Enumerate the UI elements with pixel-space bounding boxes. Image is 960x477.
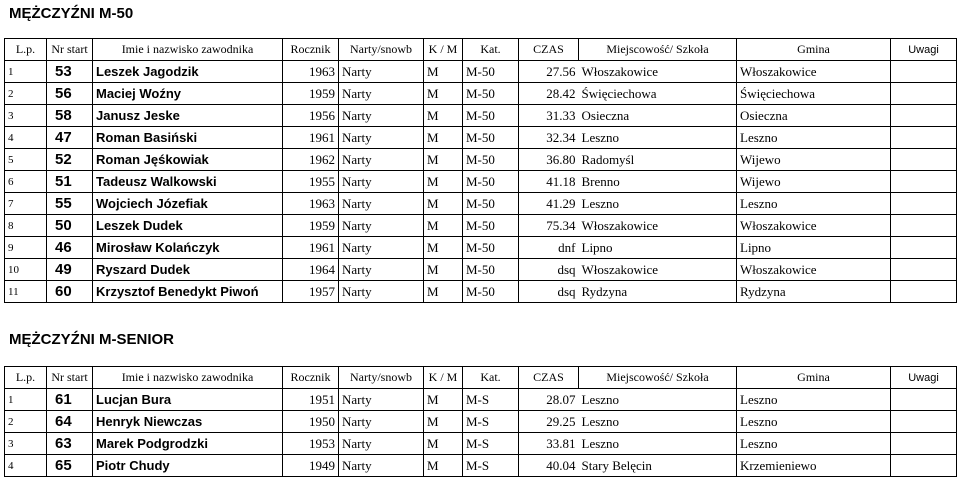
cell-time: 28.07 bbox=[519, 389, 579, 411]
cell-place: Stary Belęcin bbox=[579, 455, 737, 477]
cell-category: M-S bbox=[463, 455, 519, 477]
cell-equipment: Narty bbox=[339, 127, 424, 149]
cell-notes bbox=[891, 259, 957, 281]
column-header: L.p. bbox=[5, 367, 47, 389]
cell-notes bbox=[891, 193, 957, 215]
cell-place: Lipno bbox=[579, 237, 737, 259]
cell-year: 1962 bbox=[283, 149, 339, 171]
cell-notes bbox=[891, 127, 957, 149]
cell-gender: M bbox=[424, 455, 463, 477]
cell-time: 40.04 bbox=[519, 455, 579, 477]
cell-category: M-50 bbox=[463, 259, 519, 281]
table-row bbox=[5, 171, 957, 193]
column-header: L.p. bbox=[5, 39, 47, 61]
cell-start-number: 61 bbox=[47, 389, 93, 411]
header-row bbox=[5, 39, 957, 61]
results-table-m50 bbox=[4, 38, 957, 303]
table-row bbox=[5, 83, 957, 105]
table-row bbox=[5, 389, 957, 411]
table-row bbox=[5, 149, 957, 171]
cell-athlete-name: Roman Jęśkowiak bbox=[93, 149, 283, 171]
table-row bbox=[5, 237, 957, 259]
cell-athlete-name: Leszek Jagodzik bbox=[93, 61, 283, 83]
cell-athlete-name: Mirosław Kolańczyk bbox=[93, 237, 283, 259]
cell-notes bbox=[891, 61, 957, 83]
column-header: Miejscowość/ Szkoła bbox=[579, 39, 737, 61]
cell-start-number: 50 bbox=[47, 215, 93, 237]
cell-category: M-S bbox=[463, 433, 519, 455]
cell-year: 1963 bbox=[283, 193, 339, 215]
cell-year: 1955 bbox=[283, 171, 339, 193]
cell-time: 31.33 bbox=[519, 105, 579, 127]
table-row bbox=[5, 455, 957, 477]
cell-gmina: Rydzyna bbox=[737, 281, 891, 303]
cell-equipment: Narty bbox=[339, 215, 424, 237]
cell-category: M-50 bbox=[463, 193, 519, 215]
cell-equipment: Narty bbox=[339, 149, 424, 171]
cell-start-number: 53 bbox=[47, 61, 93, 83]
cell-start-number: 52 bbox=[47, 149, 93, 171]
cell-lp: 2 bbox=[5, 411, 47, 433]
cell-gmina: Leszno bbox=[737, 411, 891, 433]
cell-equipment: Narty bbox=[339, 455, 424, 477]
cell-gmina: Lipno bbox=[737, 237, 891, 259]
cell-gmina: Święciechowa bbox=[737, 83, 891, 105]
cell-start-number: 51 bbox=[47, 171, 93, 193]
cell-athlete-name: Roman Basiński bbox=[93, 127, 283, 149]
column-header: Rocznik bbox=[283, 367, 339, 389]
cell-category: M-50 bbox=[463, 127, 519, 149]
cell-place: Leszno bbox=[579, 433, 737, 455]
cell-year: 1961 bbox=[283, 237, 339, 259]
cell-athlete-name: Piotr Chudy bbox=[93, 455, 283, 477]
cell-equipment: Narty bbox=[339, 61, 424, 83]
cell-gmina: Wijewo bbox=[737, 171, 891, 193]
cell-year: 1961 bbox=[283, 127, 339, 149]
cell-time: 41.18 bbox=[519, 171, 579, 193]
column-header: Gmina bbox=[737, 367, 891, 389]
cell-gmina: Krzemieniewo bbox=[737, 455, 891, 477]
cell-lp: 10 bbox=[5, 259, 47, 281]
cell-year: 1956 bbox=[283, 105, 339, 127]
column-header: K / M bbox=[424, 367, 463, 389]
cell-place: Leszno bbox=[579, 389, 737, 411]
cell-place: Święciechowa bbox=[579, 83, 737, 105]
cell-time: 33.81 bbox=[519, 433, 579, 455]
cell-year: 1951 bbox=[283, 389, 339, 411]
cell-notes bbox=[891, 389, 957, 411]
cell-start-number: 56 bbox=[47, 83, 93, 105]
column-header: Nr start bbox=[47, 367, 93, 389]
cell-gender: M bbox=[424, 105, 463, 127]
cell-time: 27.56 bbox=[519, 61, 579, 83]
cell-equipment: Narty bbox=[339, 433, 424, 455]
table-row bbox=[5, 193, 957, 215]
column-header: Imie i nazwisko zawodnika bbox=[93, 39, 283, 61]
cell-gender: M bbox=[424, 259, 463, 281]
cell-gmina: Leszno bbox=[737, 433, 891, 455]
cell-gmina: Włoszakowice bbox=[737, 61, 891, 83]
cell-gmina: Leszno bbox=[737, 193, 891, 215]
column-header: Imie i nazwisko zawodnika bbox=[93, 367, 283, 389]
cell-place: Radomyśl bbox=[579, 149, 737, 171]
cell-notes bbox=[891, 149, 957, 171]
cell-notes bbox=[891, 105, 957, 127]
cell-time: dnf bbox=[519, 237, 579, 259]
cell-equipment: Narty bbox=[339, 237, 424, 259]
cell-category: M-50 bbox=[463, 61, 519, 83]
cell-gender: M bbox=[424, 215, 463, 237]
cell-lp: 3 bbox=[5, 433, 47, 455]
cell-gender: M bbox=[424, 61, 463, 83]
cell-place: Brenno bbox=[579, 171, 737, 193]
cell-notes bbox=[891, 215, 957, 237]
cell-athlete-name: Janusz Jeske bbox=[93, 105, 283, 127]
cell-lp: 4 bbox=[5, 455, 47, 477]
cell-place: Leszno bbox=[579, 127, 737, 149]
column-header: Uwagi bbox=[891, 367, 957, 389]
cell-place: Rydzyna bbox=[579, 281, 737, 303]
cell-start-number: 55 bbox=[47, 193, 93, 215]
cell-start-number: 46 bbox=[47, 237, 93, 259]
cell-time: dsq bbox=[519, 281, 579, 303]
cell-start-number: 63 bbox=[47, 433, 93, 455]
cell-notes bbox=[891, 455, 957, 477]
cell-equipment: Narty bbox=[339, 171, 424, 193]
cell-athlete-name: Henryk Niewczas bbox=[93, 411, 283, 433]
cell-lp: 4 bbox=[5, 127, 47, 149]
cell-place: Leszno bbox=[579, 193, 737, 215]
column-header: Rocznik bbox=[283, 39, 339, 61]
column-header: Narty/snowb bbox=[339, 39, 424, 61]
cell-category: M-50 bbox=[463, 149, 519, 171]
cell-athlete-name: Maciej Woźny bbox=[93, 83, 283, 105]
cell-time: 41.29 bbox=[519, 193, 579, 215]
column-header: CZAS bbox=[519, 39, 579, 61]
cell-gender: M bbox=[424, 171, 463, 193]
cell-year: 1950 bbox=[283, 411, 339, 433]
cell-lp: 11 bbox=[5, 281, 47, 303]
cell-gmina: Wijewo bbox=[737, 149, 891, 171]
cell-notes bbox=[891, 411, 957, 433]
cell-lp: 7 bbox=[5, 193, 47, 215]
table-row bbox=[5, 215, 957, 237]
cell-gender: M bbox=[424, 83, 463, 105]
column-header: CZAS bbox=[519, 367, 579, 389]
cell-equipment: Narty bbox=[339, 193, 424, 215]
cell-start-number: 49 bbox=[47, 259, 93, 281]
cell-gmina: Leszno bbox=[737, 389, 891, 411]
cell-category: M-50 bbox=[463, 281, 519, 303]
cell-category: M-S bbox=[463, 411, 519, 433]
cell-time: 32.34 bbox=[519, 127, 579, 149]
cell-start-number: 60 bbox=[47, 281, 93, 303]
cell-gender: M bbox=[424, 149, 463, 171]
table-row bbox=[5, 259, 957, 281]
section-title-m50: MĘŻCZYŹNI M-50 bbox=[9, 5, 134, 22]
cell-notes bbox=[891, 171, 957, 193]
cell-year: 1957 bbox=[283, 281, 339, 303]
cell-lp: 2 bbox=[5, 83, 47, 105]
cell-notes bbox=[891, 433, 957, 455]
cell-equipment: Narty bbox=[339, 259, 424, 281]
cell-category: M-50 bbox=[463, 105, 519, 127]
section-title-msenior: MĘŻCZYŹNI M-SENIOR bbox=[9, 331, 174, 348]
cell-start-number: 58 bbox=[47, 105, 93, 127]
cell-year: 1949 bbox=[283, 455, 339, 477]
column-header: Uwagi bbox=[891, 39, 957, 61]
cell-athlete-name: Ryszard Dudek bbox=[93, 259, 283, 281]
cell-year: 1959 bbox=[283, 83, 339, 105]
cell-gmina: Leszno bbox=[737, 127, 891, 149]
cell-place: Włoszakowice bbox=[579, 215, 737, 237]
cell-athlete-name: Tadeusz Walkowski bbox=[93, 171, 283, 193]
cell-time: 29.25 bbox=[519, 411, 579, 433]
cell-athlete-name: Wojciech Józefiak bbox=[93, 193, 283, 215]
cell-notes bbox=[891, 83, 957, 105]
cell-lp: 5 bbox=[5, 149, 47, 171]
cell-gender: M bbox=[424, 433, 463, 455]
cell-year: 1959 bbox=[283, 215, 339, 237]
cell-gmina: Włoszakowice bbox=[737, 259, 891, 281]
cell-time: 36.80 bbox=[519, 149, 579, 171]
cell-category: M-50 bbox=[463, 171, 519, 193]
cell-category: M-50 bbox=[463, 83, 519, 105]
cell-notes bbox=[891, 281, 957, 303]
cell-equipment: Narty bbox=[339, 105, 424, 127]
cell-lp: 9 bbox=[5, 237, 47, 259]
cell-start-number: 64 bbox=[47, 411, 93, 433]
cell-category: M-S bbox=[463, 389, 519, 411]
cell-place: Osieczna bbox=[579, 105, 737, 127]
cell-lp: 1 bbox=[5, 389, 47, 411]
cell-equipment: Narty bbox=[339, 281, 424, 303]
cell-category: M-50 bbox=[463, 237, 519, 259]
cell-lp: 8 bbox=[5, 215, 47, 237]
cell-lp: 1 bbox=[5, 61, 47, 83]
cell-gender: M bbox=[424, 193, 463, 215]
cell-equipment: Narty bbox=[339, 389, 424, 411]
cell-athlete-name: Krzysztof Benedykt Piwoń bbox=[93, 281, 283, 303]
column-header: K / M bbox=[424, 39, 463, 61]
cell-equipment: Narty bbox=[339, 411, 424, 433]
cell-place: Włoszakowice bbox=[579, 259, 737, 281]
cell-time: 28.42 bbox=[519, 83, 579, 105]
table-row bbox=[5, 411, 957, 433]
cell-gender: M bbox=[424, 389, 463, 411]
cell-category: M-50 bbox=[463, 215, 519, 237]
table-row bbox=[5, 281, 957, 303]
column-header: Kat. bbox=[463, 367, 519, 389]
cell-time: dsq bbox=[519, 259, 579, 281]
cell-year: 1963 bbox=[283, 61, 339, 83]
cell-gmina: Włoszakowice bbox=[737, 215, 891, 237]
table-row bbox=[5, 127, 957, 149]
cell-athlete-name: Leszek Dudek bbox=[93, 215, 283, 237]
cell-start-number: 65 bbox=[47, 455, 93, 477]
column-header: Narty/snowb bbox=[339, 367, 424, 389]
column-header: Gmina bbox=[737, 39, 891, 61]
cell-athlete-name: Lucjan Bura bbox=[93, 389, 283, 411]
cell-year: 1964 bbox=[283, 259, 339, 281]
results-table-msenior bbox=[4, 366, 957, 477]
cell-place: Leszno bbox=[579, 411, 737, 433]
cell-equipment: Narty bbox=[339, 83, 424, 105]
column-header: Nr start bbox=[47, 39, 93, 61]
column-header: Miejscowość/ Szkoła bbox=[579, 367, 737, 389]
table-row bbox=[5, 105, 957, 127]
cell-time: 75.34 bbox=[519, 215, 579, 237]
cell-gender: M bbox=[424, 281, 463, 303]
table-row bbox=[5, 433, 957, 455]
cell-gender: M bbox=[424, 127, 463, 149]
cell-lp: 6 bbox=[5, 171, 47, 193]
cell-gmina: Osieczna bbox=[737, 105, 891, 127]
cell-notes bbox=[891, 237, 957, 259]
column-header: Kat. bbox=[463, 39, 519, 61]
cell-place: Włoszakowice bbox=[579, 61, 737, 83]
cell-year: 1953 bbox=[283, 433, 339, 455]
cell-gender: M bbox=[424, 411, 463, 433]
cell-lp: 3 bbox=[5, 105, 47, 127]
table-row bbox=[5, 61, 957, 83]
cell-gender: M bbox=[424, 237, 463, 259]
cell-athlete-name: Marek Podgrodzki bbox=[93, 433, 283, 455]
cell-start-number: 47 bbox=[47, 127, 93, 149]
header-row bbox=[5, 367, 957, 389]
